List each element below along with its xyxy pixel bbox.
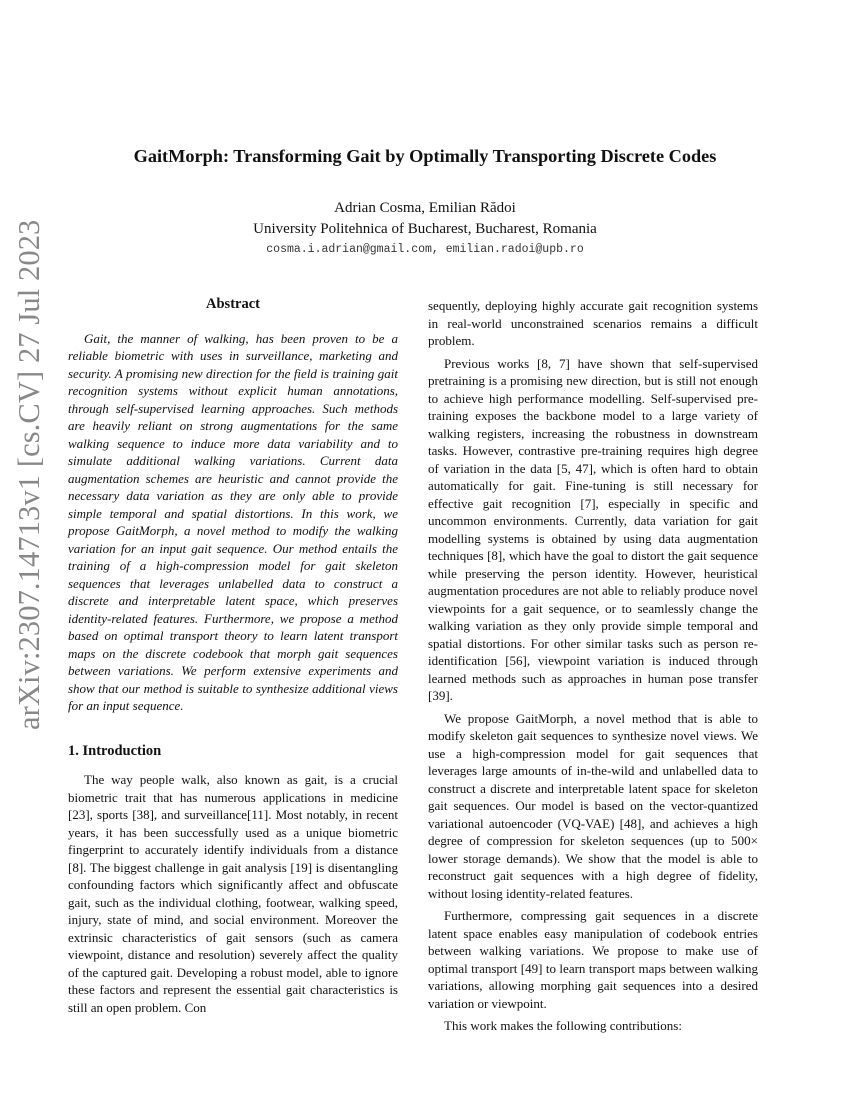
left-column xyxy=(68,296,398,1021)
intro-paragraph-5: This work makes the following contributions: xyxy=(444,1018,682,1033)
abstract-heading: Abstract xyxy=(206,296,260,312)
paper-title: GaitMorph: Transforming Gait by Optimally Transporting Discrete Codes xyxy=(133,146,717,166)
intro-paragraph-2: Previous works [8, 7] have shown that self-supervised pretraining is a promising new direction, but is still not enough to achieve high performance modelling. Self-supervised pre-training exposes the backbone model to a large variety of walking registers, increasing the robustness in downstream tasks. However, contrastive pre-training requires high degree of variation in the data [5, 47], which is often hard to obtain automatically for gait. Fine-tuning is still necessary for effective gait recognition [7], especially in specific and uncommon environments. Currently, data variation for gait modelling systems is obtained by using data augmentation techniques [8], which have the goal to distort the gait sequence while preserving the person identity. However, heuristical augmentation procedures are not able to reliably produce novel viewpoints for a gait sequence, or to seamlessly change the walking variation as they only provide simple temporal and spatial distortions. For other similar tasks such as person re-identification [56], viewpoint variation is induced through learned methods such as approaches in human pose transfer [39]. xyxy=(428,355,758,703)
introduction-heading: 1. Introduction xyxy=(68,742,162,759)
paper-authors: Adrian Cosma, Emilian Rădoi xyxy=(334,200,516,216)
intro-paragraph-1-continued: sequently, deploying highly accurate gait recognition systems in real-world unconstrained scenarios remains a difficult problem. xyxy=(428,298,758,348)
abstract-text: Gait, the manner of walking, has been proven to be a reliable biometric with uses in surveillance, marketing and security. A promising new direction for the field is training gait recognition systems without explicit human annotations, through self-supervised learning approaches. Such methods are heavily reliant on strong augmentations for the same walking sequence to induce more data variability and to simulate additional walking variations. Current data augmentation schemes are heuristic and cannot provide the necessary data variation as they are only able to provide simple temporal and spatial distortions. In this work, we propose GaitMorph, a novel method to modify the walking variation for an input gait sequence. Our method entails the training of a high-compression model for gait skeleton sequences that leverages unlabelled data to construct a discrete and interpretable latent space, which preserves identity-related features. Furthermore, we propose a method based on optimal transport theory to learn latent transport maps on the discrete codebook that morph gait sequences between variations. We perform extensive experiments and show that our method is suitable to synthesize additional views for an input sequence. xyxy=(68,330,398,713)
intro-paragraph-1: The way people walk, also known as gait, is a crucial biometric trait that has numerous applications in medicine [23], sports [38], and surveillance[11]. Most notably, in recent years, it has been successfully used as a unique biometric fingerprint to accurately identify individuals from a distance [8]. The biggest challenge in gait analysis [19] is disentangling confounding factors which significantly affect and obfuscate gait, such as the individual clothing, footwear, walking speed, injury, state of mind, and social environment. Moreover the extrinsic characteristics of gait sensors (such as camera viewpoint, distance and resolution) severely affect the quality of the captured gait. Developing a robust model, able to ignore these factors and represent the essential gait characteristics is still an open problem. Con xyxy=(68,772,398,1015)
arxiv-identifier-text: arXiv:2307.14713v1 [cs.CV] 27 Jul 2023 xyxy=(12,219,46,730)
intro-paragraph-3: We propose GaitMorph, a novel method that is able to modify skeleton gait sequences to synthesize novel views. We use a high-compression model for gait sequences that leverages large amounts of in-the-wild and unlabelled data to construct a discrete and interpretable latent space for skeleton gait sequences. Our model is based on the vector-quantized variational autoencoder (VQ-VAE) [48], and achieves a high degree of compression for skeleton sequences (up to 500× lower storage demands). We show that the model is able to reconstruct gait sequences with a high degree of fidelity, without losing identity-related features. xyxy=(428,710,758,901)
right-column xyxy=(428,297,758,1040)
paper-affiliation: University Politehnica of Bucharest, Bucharest, Romania xyxy=(253,221,597,237)
intro-paragraph-4: Furthermore, compressing gait sequences in a discrete latent space enables easy manipulation of codebook entries between walking variations. We propose to make use of optimal transport [49] to learn transport maps between walking variations, allowing morphing gait sequences into a desired variation or viewpoint. xyxy=(428,908,758,1011)
author-emails: cosma.i.adrian@gmail.com, emilian.radoi@upb.ro xyxy=(266,243,584,256)
arxiv-identifier xyxy=(6,219,52,730)
